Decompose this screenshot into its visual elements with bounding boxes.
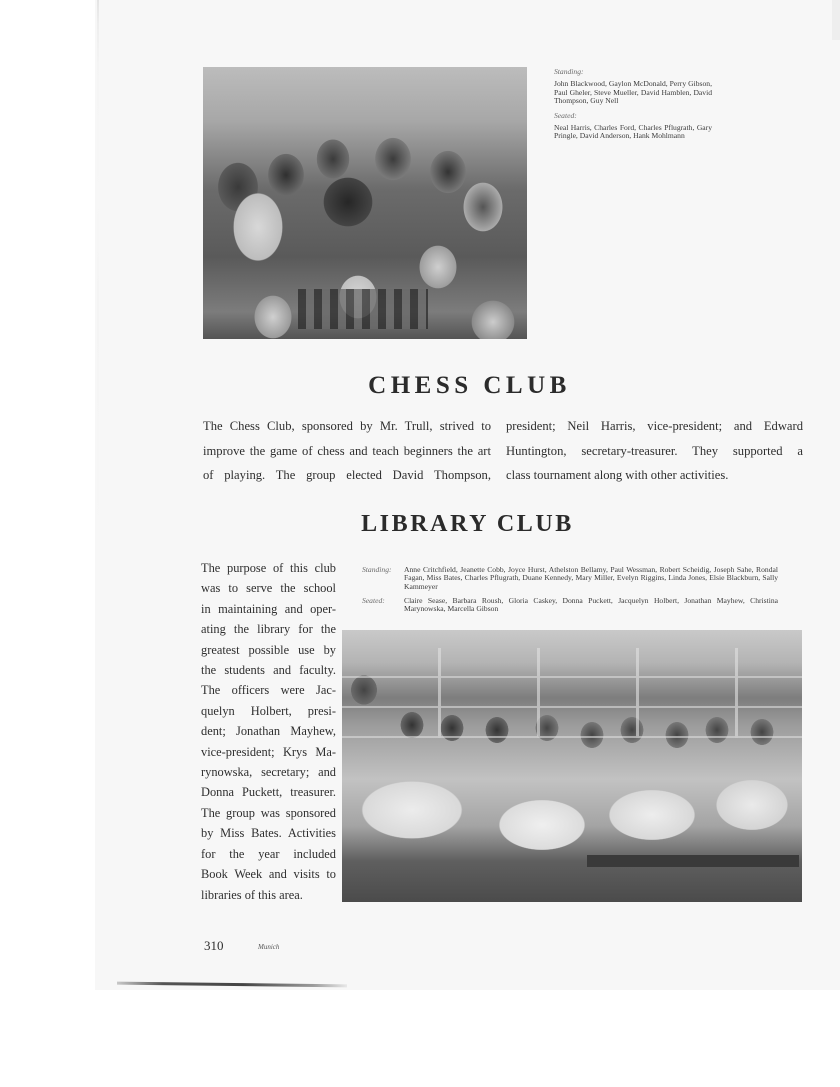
body-line: for the year included — [201, 846, 336, 861]
standing-names: John Blackwood, Gaylon McDonald, Perry Gibson, Paul Gheler, Steve Mueller, David Hamblen, David Thompson, Guy Nell — [554, 79, 712, 106]
body-line: rynowska, secretary; and — [201, 765, 336, 780]
body-line: The purpose of this club — [201, 561, 336, 575]
body-line: in maintaining and oper- — [201, 601, 336, 616]
bookshelves — [342, 648, 802, 738]
body-line: dent; Jonathan Mayhew, — [201, 724, 336, 739]
page-number: 310 — [204, 938, 224, 953]
library-club-body — [201, 558, 336, 905]
body-line: was to serve the school — [201, 581, 336, 596]
chess-photo-caption — [554, 68, 712, 147]
body-line: The officers were Jac- — [201, 683, 336, 698]
body-line: The Chess Club, sponsored by Mr. Trull, strived to — [203, 419, 491, 433]
standing-row — [362, 566, 778, 591]
seated-label: Seated: — [554, 110, 577, 120]
body-line: The group was sponsored — [201, 805, 336, 820]
body-line: vice-president; Krys Ma- — [201, 744, 336, 759]
library-photo-caption — [362, 566, 778, 619]
standing-names: Anne Critchfield, Jeanette Cobb, Joyce Hurst, Athelston Bellamy, Paul Wessman, Robert Scheidig, Joseph Sahe, Rondal Fagan, Miss Bates, Charles Pflugrath, Duane Kennedy, Mary Miller, Evelyn Riggins, Linda Jones, Elsie Blackburn, Sally Kammeyer — [404, 565, 778, 591]
body-line: greatest possible use by — [201, 642, 336, 657]
standing-label: Standing: — [554, 67, 584, 76]
seated-names: Neal Harris, Charles Ford, Charles Pflugrath, Gary Pringle, David Anderson, Hank Mohlmann — [554, 123, 712, 141]
body-line: Donna Puckett, treasurer. — [201, 785, 336, 800]
seated-names: Claire Sease, Barbara Roush, Gloria Caskey, Donna Puckett, Jacquelyn Holbert, Jonathan Mayhew, Christina Marynowska, Marcella Gibson — [404, 595, 778, 614]
chess-club-title: CHESS CLUB — [368, 372, 571, 399]
body-line: Huntington, secretary-treasurer. They supported a — [506, 443, 803, 458]
body-line: libraries of this area. — [201, 887, 303, 902]
seated-label: Seated: — [362, 595, 385, 605]
chess-club-body-left — [203, 414, 491, 488]
seated-row — [362, 597, 778, 614]
chess-club-photo — [203, 67, 527, 339]
body-line: improve the game of chess and teach beginners the art — [203, 443, 491, 458]
chessboard — [298, 289, 428, 329]
yearbook-name: Munich — [258, 943, 280, 951]
body-line: ating the library for the — [201, 622, 336, 637]
book-table — [587, 855, 799, 867]
body-line: Book Week and visits to — [201, 867, 336, 882]
body-line: of playing. The group elected David Thompson, — [203, 468, 491, 482]
chess-club-body-right — [506, 414, 803, 488]
body-line: by Miss Bates. Activities — [201, 826, 336, 841]
body-line: president; Neil Harris, vice-president; and Edward — [506, 419, 803, 433]
body-line: the students and faculty. — [201, 663, 336, 678]
page-right-edge — [832, 0, 840, 40]
library-club-title: LIBRARY CLUB — [361, 511, 574, 537]
page-left-edge — [97, 0, 99, 540]
body-line: class tournament along with other activities. — [506, 468, 729, 482]
standing-label: Standing: — [362, 565, 392, 574]
library-club-photo — [342, 630, 802, 902]
body-line: quelyn Holbert, presi- — [201, 703, 336, 718]
